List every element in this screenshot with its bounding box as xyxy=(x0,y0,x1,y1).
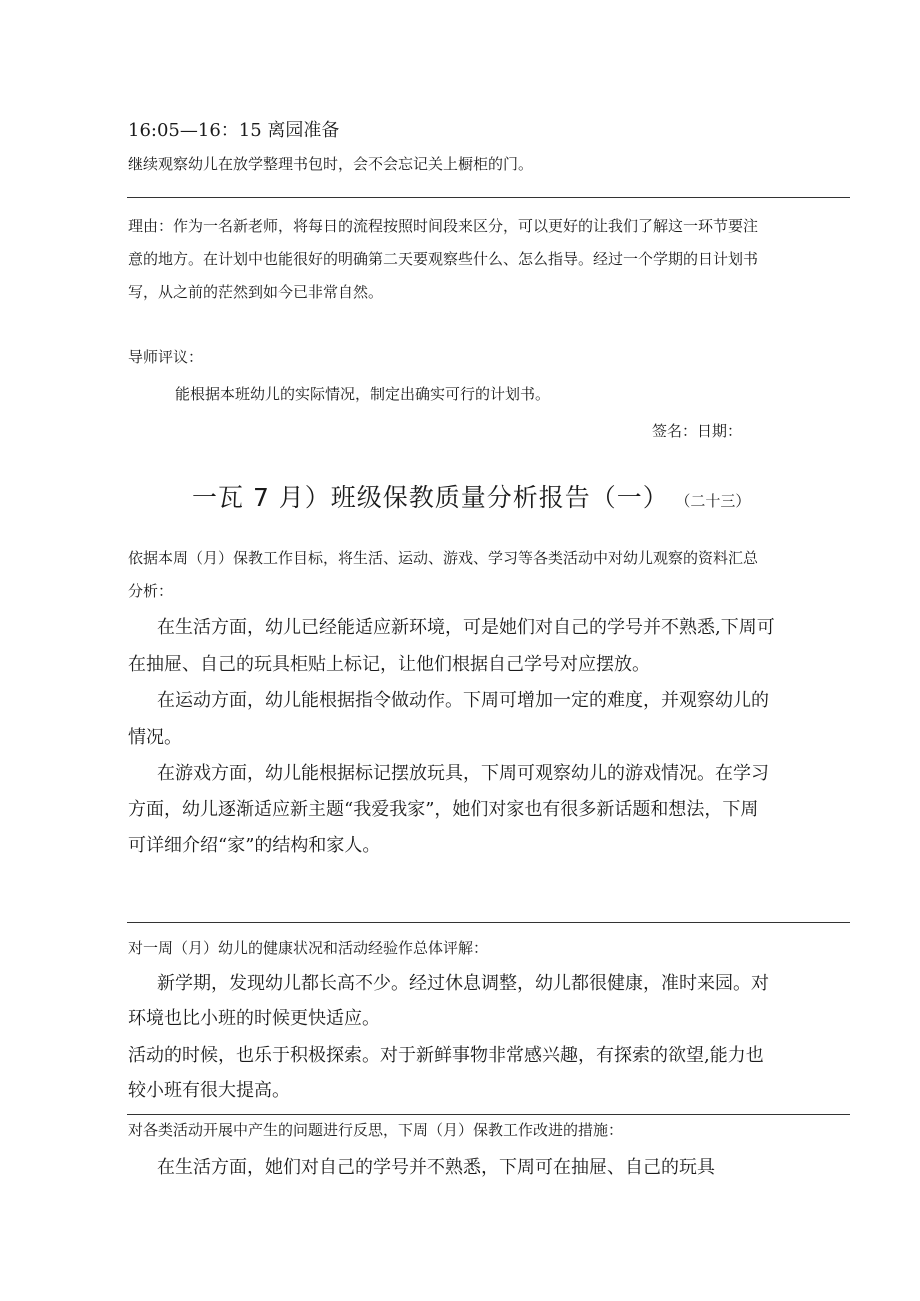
divider xyxy=(127,1114,850,1115)
evaluation-line: 新学期，发现幼儿都长高不少。经过休息调整，幼儿都很健康，准时来园。对 xyxy=(157,973,769,994)
analysis-line: 在游戏方面，幼儿能根据标记摆放玩具，下周可观察幼儿的游戏情况。在学习 xyxy=(157,763,769,784)
reflection-line: 在生活方面，她们对自己的学号并不熟悉，下周可在抽屉、自己的玩具 xyxy=(157,1157,715,1178)
reflection-heading: 对各类活动开展中产生的问题进行反思，下周（月）保教工作改进的措施： xyxy=(128,1121,624,1139)
report-title-suffix: （二十三） xyxy=(682,492,751,510)
divider xyxy=(127,197,850,198)
report-title: 一瓦 7 月）班级保教质量分析报告（一） xyxy=(192,483,669,512)
reason-line: 意的地方。在计划中也能很好的明确第二天要观察些什么、怎么指导。经过一个学期的日计划书 xyxy=(128,250,759,268)
evaluation-heading: 对一周（月）幼儿的健康状况和活动经验作总体评解： xyxy=(128,939,489,957)
mentor-label: 导师评议： xyxy=(128,348,204,366)
schedule-time: 16:05—16：15 离园准备 xyxy=(128,120,340,141)
evaluation-line: 环境也比小班的时候更快适应。 xyxy=(128,1008,380,1029)
evaluation-line: 较小班有很大提高。 xyxy=(128,1080,290,1101)
reason-line: 写，从之前的茫然到如今已非常自然。 xyxy=(128,283,384,301)
report-intro-line: 依据本周（月）保教工作目标，将生活、运动、游戏、学习等各类活动中对幼儿观察的资料汇总 xyxy=(128,549,759,567)
analysis-line: 在运动方面，幼儿能根据指令做动作。下周可增加一定的难度，并观察幼儿的 xyxy=(157,690,769,711)
analysis-line: 可详细介绍“家”的结构和家人。 xyxy=(128,835,381,856)
analysis-line: 情况。 xyxy=(128,727,182,748)
schedule-observation: 继续观察幼儿在放学整理书包时，会不会忘记关上橱柜的门。 xyxy=(128,155,534,173)
analysis-line: 在生活方面，幼儿已经能适应新环境，可是她们对自己的学号并不熟悉,下周可 xyxy=(157,617,775,638)
analysis-line: 方面，幼儿逐渐适应新主题“我爱我家”，她们对家也有很多新话题和想法，下周 xyxy=(128,799,759,820)
report-title-block xyxy=(192,478,750,514)
report-intro-line: 分析： xyxy=(128,582,174,600)
analysis-line: 在抽屉、自己的玩具柜贴上标记，让他们根据自己学号对应摆放。 xyxy=(128,654,650,675)
reason-line: 理由：作为一名新老师，将每日的流程按照时间段来区分，可以更好的让我们了解这一环节要注 xyxy=(128,217,759,235)
mentor-comment: 能根据本班幼儿的实际情况，制定出确实可行的计划书。 xyxy=(175,385,551,403)
evaluation-line: 活动的时候，也乐于积极探索。对于新鲜事物非常感兴趣，有探索的欲望,能力也 xyxy=(128,1045,764,1066)
sign-date: 签名：日期： xyxy=(652,422,743,440)
divider xyxy=(127,922,850,923)
